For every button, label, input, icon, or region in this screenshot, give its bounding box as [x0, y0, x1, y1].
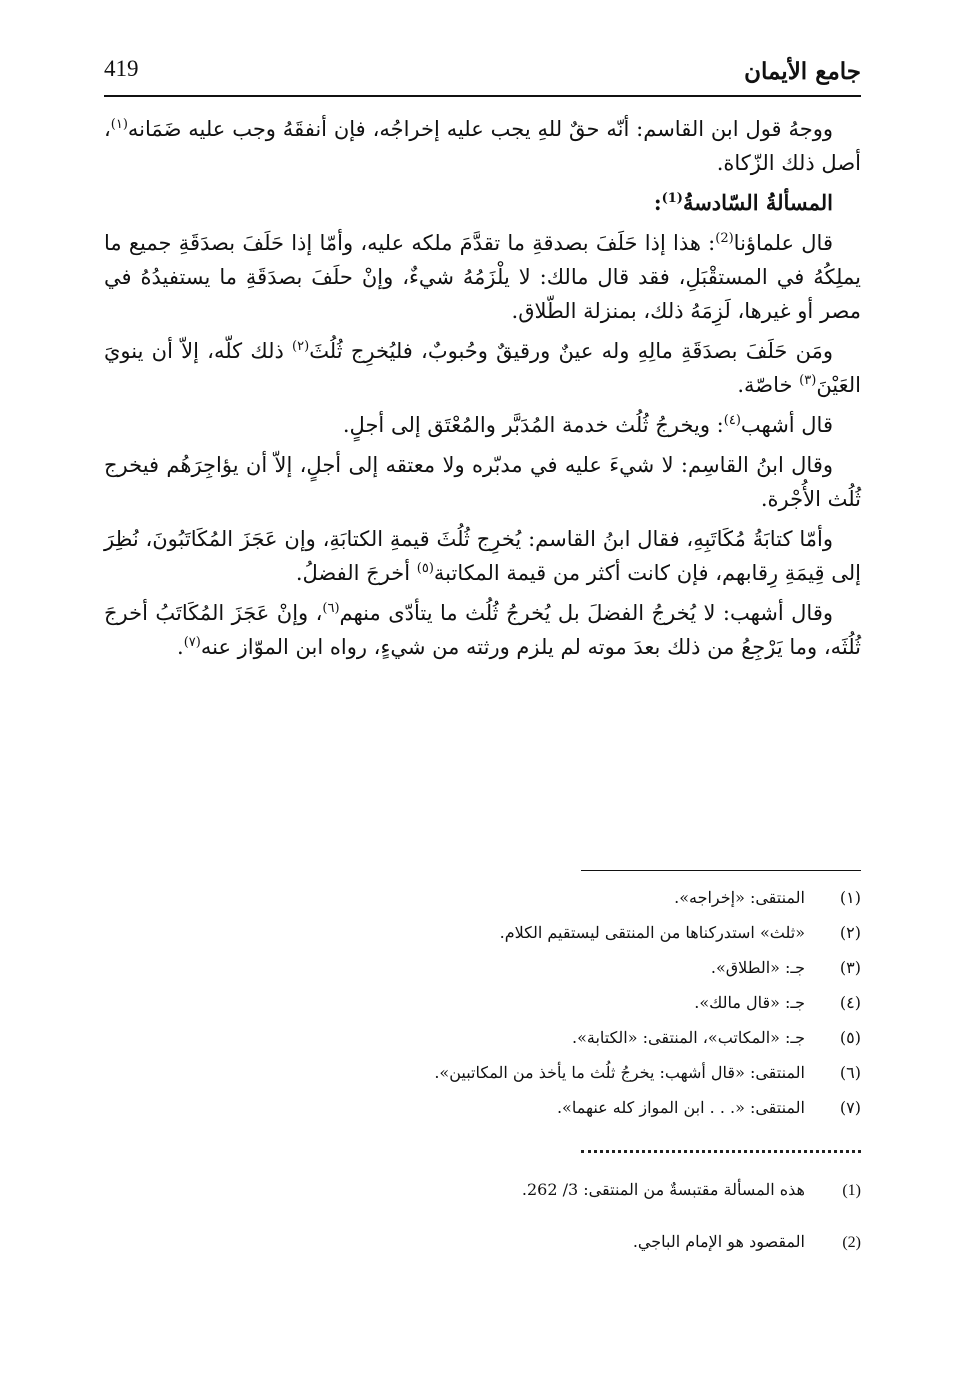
footnote: (٤) جـ: «قال مالك». [694, 993, 861, 1012]
paragraph-1: ووجهُ قول ابن القاسم: أنّه حقٌ للهِ يجب عليه إخراجُه، فإن أنفقَهُ وجب عليه ضَمَانه$^{(١)}$، أصل ذلك الزّكاة. [104, 117, 861, 176]
footnote: (١) المنتقى: «إخراجه». [674, 888, 861, 907]
running-header-title: جامع الأيمان [744, 58, 861, 85]
editor-note: (2) المقصود هو الإمام الباجي. [632, 1232, 861, 1251]
footnote: (٣) جـ: «الطلاق». [710, 958, 861, 977]
paragraph-7: وأمّا كتابَةُ مُكَاتَبِهِ، فقال ابنُ القاسم: يُخرِج ثُلُثَ قيمةِ الكتابَةِ، وإن عَجَزَ المُكَاتَبُونَ، نُظِرَ إلى قِيمَةِ رِقابهم، فإن كانت أكثر من قيمة المكاتبة$^{(٥)}$ أخرجَ الفضلُ. [104, 527, 861, 586]
paragraph-5: قال أشهب$^{(٤)}$: ويخرجُ ثُلُث خدمة المُدَبَّر والمُعْتَق إلى أجلٍ. [342, 413, 833, 438]
paragraph-6: وقال ابنُ القاسِم: لا شيءَ عليه في مدبّره ولا معتقه إلى أجلٍ، إلاّ أن يؤاجِرَهُم فيخرج ثُلُث الأُجْرة. [104, 453, 861, 512]
footnote: (٥) جـ: «المكاتب»، المنتقى: «الكتابة». [571, 1028, 861, 1047]
editor-notes [104, 1180, 861, 1284]
footnote-divider [581, 870, 861, 871]
page-number: 419 [104, 56, 139, 81]
footnotes [104, 888, 861, 1133]
paragraph-8: وقال أشهب: لا يُخرجُ الفضلَ بل يُخرجُ ثُلُث ما يتأدّى منهم$^{(٦)}$، وإنْ عَجَزَ المُكَاتَبُ أخرجَ ثُلُثَه، وما يَرْجِعُ من ذلك بعدَ موته لم يلزم ورثته من شيءٍ، رواه ابن الموّاز عنه$^{(٧)}$. [104, 601, 861, 660]
section-heading: المسألةُ السّادسةُ$^{(1)}$: [653, 190, 833, 216]
paragraph-3: قال علماؤنا$^{(2)}$: هذا إذا حَلَفَ بصدقةِ ما تقدَّمَ ملكه عليه، وأمّا إذا حَلَفَ بصدَقَةِ جميع ما يملِكُهُ في المستقْبَلِ، فقد قال مالك: لا يلْزَمُهُ شيءٌ، وإنْ حلَفَ بصدَقَةِ ما يستفيدُهُ في مصر أو غيرها، لَزِمَهُ ذلك، بمنزلة الطّلاق. [104, 231, 861, 324]
main-text [104, 112, 861, 670]
paragraph-4: ومَن حَلَفَ بصدَقَةِ مالِهِ وله عينٌ ورقيقٌ وحُبوبٌ، فليُخرِج ثُلُثَ$^{(٢)}$ ذلك كلّه، إلاّ أن ينويَ العَيْنَ$^{(٣)}$ خاصّة. [104, 339, 861, 398]
footnote: (٧) المنتقى: «. . . ابن المواز كله عنهما». [556, 1098, 861, 1117]
footnote: (٦) المنتقى: «قال أشهب: يخرجُ ثلُث ما يأخذ من المكاتبين». [434, 1063, 861, 1082]
dotted-divider [581, 1150, 861, 1153]
editor-note: (1) هذه المسألة مقتبسةٌ من المنتقى: 3/ 262. [521, 1180, 861, 1199]
header-divider [104, 95, 861, 97]
footnote: (٢) «ثلث» استدركناها من المنتقى ليستقيم الكلام. [499, 923, 861, 942]
